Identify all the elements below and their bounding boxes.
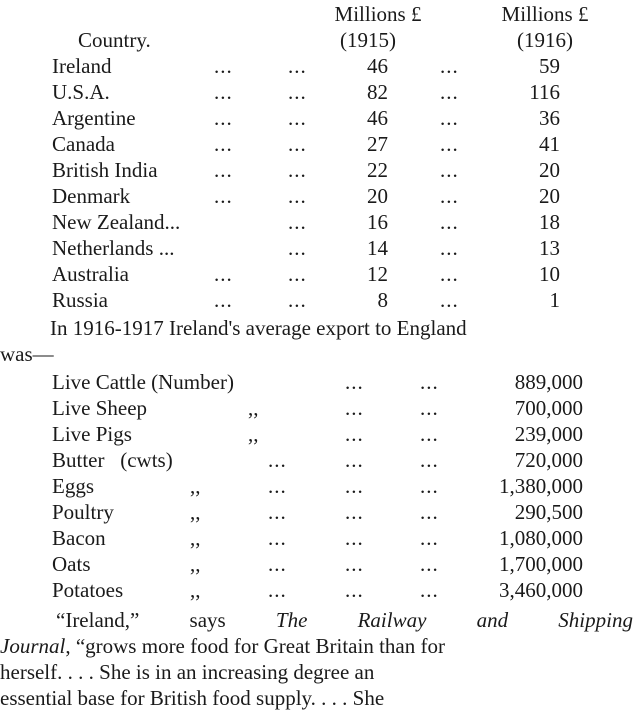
ditto-mark: ,, bbox=[190, 552, 201, 576]
value-1915-cell: 22 bbox=[367, 158, 388, 182]
journal-title-word: Shipping bbox=[558, 608, 633, 632]
leader-dots: ... bbox=[288, 210, 307, 234]
value-1915-cell: 12 bbox=[367, 262, 388, 286]
country-cell: Netherlands ... bbox=[52, 236, 175, 260]
leader-dots: ... bbox=[288, 106, 307, 130]
leader-dots: ... bbox=[440, 288, 459, 312]
journal-title-word: Railway bbox=[357, 608, 427, 632]
leader-dots: ... bbox=[345, 526, 364, 550]
leader-dots: ... bbox=[440, 54, 459, 78]
journal-title-word: and bbox=[476, 608, 509, 632]
export-value-cell: 239,000 bbox=[514, 422, 583, 446]
value-1916-cell: 59 bbox=[539, 54, 560, 78]
col-1915-header-line1: Millions £ bbox=[334, 2, 422, 26]
country-cell: Canada bbox=[52, 132, 115, 156]
leader-dots: ... bbox=[214, 288, 233, 312]
country-cell: Ireland bbox=[52, 54, 112, 78]
ditto-mark: ,, bbox=[248, 396, 259, 420]
value-1915-cell: 16 bbox=[367, 210, 388, 234]
leader-dots: ... bbox=[268, 578, 287, 602]
leader-dots: ... bbox=[440, 184, 459, 208]
quote-text: , “grows more food for Great Britain than for bbox=[65, 634, 445, 658]
value-1915-cell: 20 bbox=[367, 184, 388, 208]
export-value-cell: 1,700,000 bbox=[499, 552, 583, 576]
leader-dots: ... bbox=[345, 422, 364, 446]
export-value-cell: 3,460,000 bbox=[499, 578, 583, 602]
leader-dots: ... bbox=[268, 474, 287, 498]
intro-line-2: was— bbox=[0, 342, 54, 366]
item-cell: Live Cattle (Number) bbox=[52, 370, 234, 394]
country-cell: U.S.A. bbox=[52, 80, 110, 104]
journal-title-word: Journal bbox=[0, 634, 66, 658]
quote-word: “Ireland,” bbox=[56, 608, 140, 632]
value-1915-cell: 82 bbox=[367, 80, 388, 104]
quote-word: says bbox=[189, 608, 226, 632]
value-1916-cell: 20 bbox=[539, 184, 560, 208]
value-1915-cell: 8 bbox=[377, 288, 388, 312]
ditto-mark: ,, bbox=[190, 526, 201, 550]
value-1915-cell: 46 bbox=[367, 106, 388, 130]
value-1916-cell: 20 bbox=[539, 158, 560, 182]
value-1915-cell: 14 bbox=[367, 236, 388, 260]
leader-dots: ... bbox=[288, 262, 307, 286]
leader-dots: ... bbox=[214, 80, 233, 104]
quote-line-3: herself. . . . She is in an increasing degree an bbox=[0, 660, 375, 684]
leader-dots: ... bbox=[268, 500, 287, 524]
export-value-cell: 720,000 bbox=[514, 448, 583, 472]
export-value-cell: 1,380,000 bbox=[499, 474, 583, 498]
leader-dots: ... bbox=[440, 106, 459, 130]
leader-dots: ... bbox=[420, 474, 439, 498]
leader-dots: ... bbox=[288, 158, 307, 182]
leader-dots: ... bbox=[420, 552, 439, 576]
item-cell: Eggs bbox=[52, 474, 94, 498]
intro-line-1 bbox=[0, 315, 633, 341]
journal-title-word: The bbox=[275, 608, 308, 632]
leader-dots: ... bbox=[440, 132, 459, 156]
country-cell: Australia bbox=[52, 262, 129, 286]
value-1916-cell: 13 bbox=[539, 236, 560, 260]
value-1916-cell: 116 bbox=[529, 80, 560, 104]
leader-dots: ... bbox=[288, 80, 307, 104]
export-value-cell: 290,500 bbox=[514, 500, 583, 524]
leader-dots: ... bbox=[214, 132, 233, 156]
leader-dots: ... bbox=[288, 132, 307, 156]
item-cell: Potatoes bbox=[52, 578, 124, 602]
leader-dots: ... bbox=[268, 552, 287, 576]
intro-text-1: In 1916-1917 Ireland's average export to England bbox=[50, 316, 467, 340]
leader-dots: ... bbox=[345, 448, 364, 472]
leader-dots: ... bbox=[214, 158, 233, 182]
quote-line-4: essential base for British food supply. . . . She bbox=[0, 686, 385, 710]
col-1916-header-line1: Millions £ bbox=[501, 2, 589, 26]
value-1916-cell: 36 bbox=[539, 106, 560, 130]
leader-dots: ... bbox=[440, 158, 459, 182]
item-cell: Poultry bbox=[52, 500, 114, 524]
country-header: Country. bbox=[78, 28, 151, 52]
export-value-cell: 700,000 bbox=[514, 396, 583, 420]
value-1916-cell: 10 bbox=[539, 262, 560, 286]
country-cell: New Zealand... bbox=[52, 210, 181, 234]
leader-dots: ... bbox=[288, 288, 307, 312]
leader-dots: ... bbox=[345, 396, 364, 420]
value-1916-cell: 18 bbox=[539, 210, 560, 234]
leader-dots: ... bbox=[420, 422, 439, 446]
quote-line-1 bbox=[0, 607, 633, 633]
value-1915-cell: 27 bbox=[367, 132, 388, 156]
leader-dots: ... bbox=[420, 578, 439, 602]
value-1916-cell: 41 bbox=[539, 132, 560, 156]
col-1916-header-line2: (1916) bbox=[517, 28, 573, 52]
leader-dots: ... bbox=[440, 80, 459, 104]
value-1915-cell: 46 bbox=[367, 54, 388, 78]
leader-dots: ... bbox=[420, 396, 439, 420]
country-cell: British India bbox=[52, 158, 158, 182]
value-1916-cell: 1 bbox=[549, 288, 560, 312]
leader-dots: ... bbox=[288, 236, 307, 260]
item-cell: Live Pigs bbox=[52, 422, 132, 446]
leader-dots: ... bbox=[268, 448, 287, 472]
ditto-mark: ,, bbox=[248, 422, 259, 446]
country-cell: Russia bbox=[52, 288, 109, 312]
leader-dots: ... bbox=[345, 552, 364, 576]
leader-dots: ... bbox=[345, 474, 364, 498]
item-cell: Butter (cwts) bbox=[52, 448, 173, 472]
ditto-mark: ,, bbox=[190, 474, 201, 498]
leader-dots: ... bbox=[268, 526, 287, 550]
item-cell: Bacon bbox=[52, 526, 106, 550]
export-value-cell: 1,080,000 bbox=[499, 526, 583, 550]
leader-dots: ... bbox=[288, 184, 307, 208]
leader-dots: ... bbox=[440, 262, 459, 286]
leader-dots: ... bbox=[420, 448, 439, 472]
ditto-mark: ,, bbox=[190, 578, 201, 602]
ditto-mark: ,, bbox=[190, 500, 201, 524]
item-cell: Oats bbox=[52, 552, 91, 576]
country-cell: Argentine bbox=[52, 106, 136, 130]
leader-dots: ... bbox=[214, 184, 233, 208]
country-cell: Denmark bbox=[52, 184, 131, 208]
leader-dots: ... bbox=[214, 262, 233, 286]
leader-dots: ... bbox=[440, 236, 459, 260]
leader-dots: ... bbox=[420, 526, 439, 550]
export-value-cell: 889,000 bbox=[514, 370, 583, 394]
leader-dots: ... bbox=[214, 106, 233, 130]
leader-dots: ... bbox=[214, 54, 233, 78]
leader-dots: ... bbox=[420, 500, 439, 524]
leader-dots: ... bbox=[345, 500, 364, 524]
leader-dots: ... bbox=[440, 210, 459, 234]
leader-dots: ... bbox=[345, 370, 364, 394]
leader-dots: ... bbox=[420, 370, 439, 394]
item-cell: Live Sheep bbox=[52, 396, 148, 420]
leader-dots: ... bbox=[288, 54, 307, 78]
leader-dots: ... bbox=[345, 578, 364, 602]
quote-line-2 bbox=[0, 633, 633, 659]
col-1915-header-line2: (1915) bbox=[340, 28, 396, 52]
